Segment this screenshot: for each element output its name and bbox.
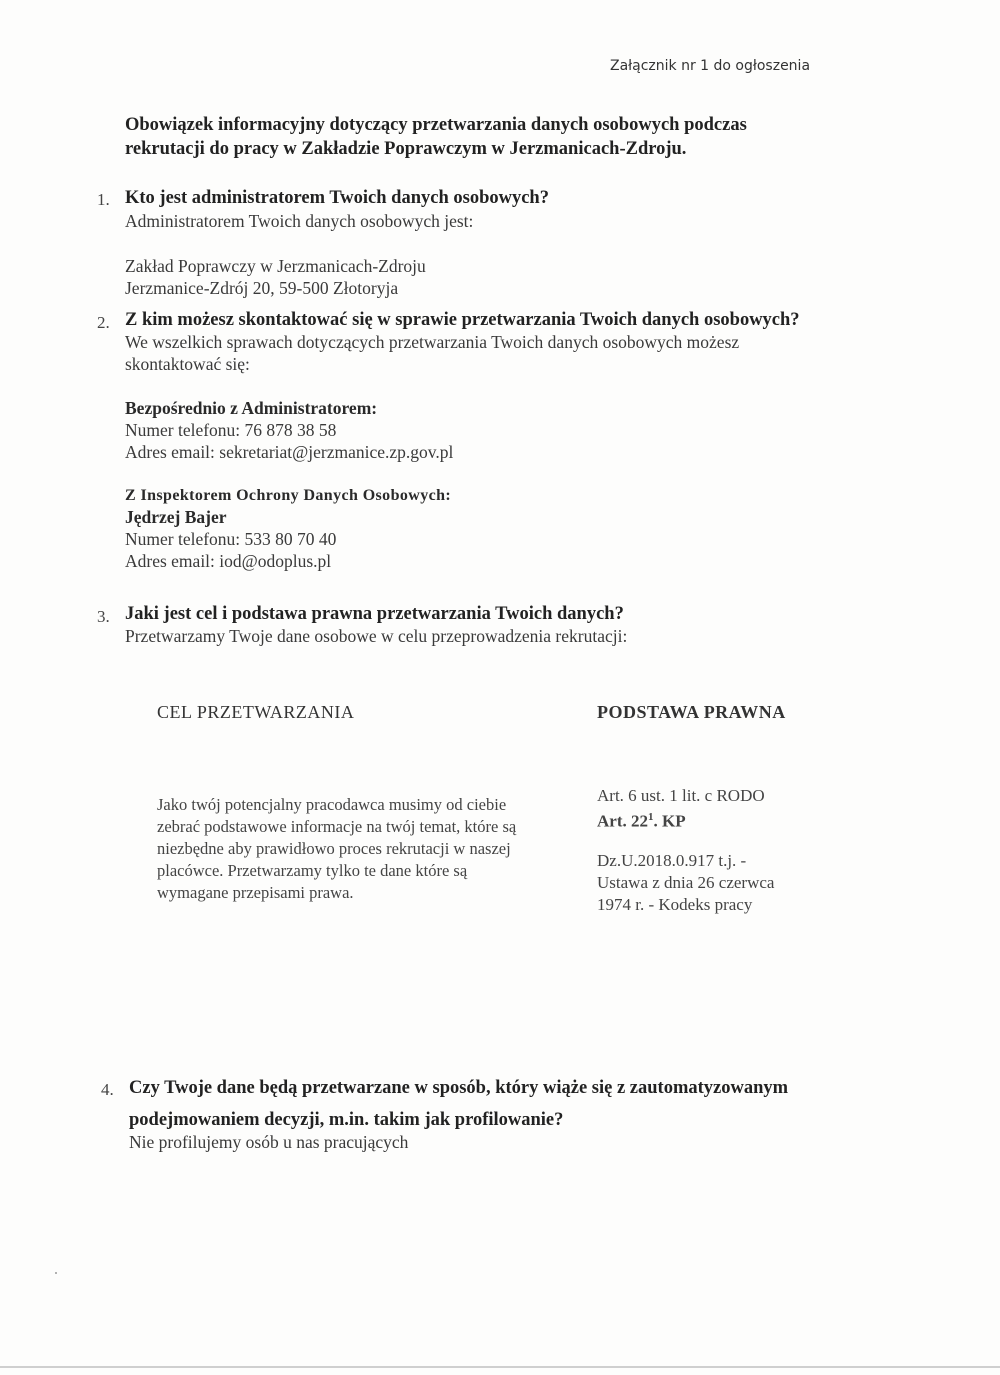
admin-email: Adres email: sekretariat@jerzmanice.zp.gov.pl — [125, 442, 454, 462]
section-2-number: 2. — [97, 313, 110, 332]
basis-code: . KP — [653, 811, 686, 831]
column-basis-header: PODSTAWA PRAWNA — [597, 702, 786, 722]
iod-email: Adres email: iod@odoplus.pl — [125, 551, 332, 571]
section-4-number: 4. — [101, 1080, 114, 1099]
document-title: Obowiązek informacyjny dotyczący przetwarzania danych osobowych podczas rekrutacji do pracy w Zakładzie Poprawczym w Jerzmanicach-Zdroju. — [125, 115, 747, 159]
section-2-intro-line2: skontaktować się: — [125, 354, 250, 374]
attachment-label: Załącznik nr 1 do ogłoszenia — [610, 58, 811, 74]
iod-name: Jędrzej Bajer — [125, 507, 227, 527]
section-4-question-line2: podejmowaniem decyzji, m.in. takim jak profilowanie? — [129, 1110, 564, 1130]
section-1-number: 1. — [97, 190, 110, 209]
section-3-intro: Przetwarzamy Twoje dane osobowe w celu przeprowadzenia rekrutacji: — [125, 626, 628, 646]
basis-line-5: 1974 r. - Kodeks pracy — [597, 895, 753, 914]
iod-contact-heading: Z Inspektorem Ochrony Danych Osobowych: — [125, 487, 452, 504]
section-2-intro-line1: We wszelkich sprawach dotyczących przetwarzania Twoich danych osobowych możesz — [125, 332, 740, 352]
scan-edge-line — [0, 1366, 1000, 1368]
section-1-intro: Administratorem Twoich danych osobowych jest: — [125, 211, 474, 231]
administrator-address: Jerzmanice-Zdrój 20, 59-500 Złotoryja — [125, 278, 399, 298]
section-3-number: 3. — [97, 607, 110, 626]
section-1-question: Kto jest administratorem Twoich danych osobowych? — [125, 188, 549, 208]
administrator-name: Zakład Poprawczy w Jerzmanicach-Zdroju — [125, 256, 426, 276]
basis-line-4: Ustawa z dnia 26 czerwca — [597, 873, 775, 892]
basis-line-3: Dz.U.2018.0.917 t.j. - — [597, 851, 747, 870]
section-3-question: Jaki jest cel i podstawa prawna przetwarzania Twoich danych? — [125, 604, 624, 624]
basis-article-superscript: 1 — [647, 811, 654, 823]
section-4-question-line1: Czy Twoje dane będą przetwarzane w sposób, który wiąże się z zautomatyzowanym — [129, 1078, 789, 1098]
column-purpose-header: CEL PRZETWARZANIA — [157, 702, 355, 722]
basis-article: Art. 22 — [597, 811, 648, 831]
iod-phone: Numer telefonu: 533 80 70 40 — [125, 529, 337, 549]
scan-speck — [55, 1272, 57, 1274]
basis-line-2 — [597, 806, 686, 833]
admin-phone: Numer telefonu: 76 878 38 58 — [125, 420, 337, 440]
purpose-text: Jako twój potencjalny pracodawca musimy od ciebie zebrać podstawowe informacje na twój temat, które są niezbędne aby prawidłowo proces rekrutacji w naszej placówce. Przetwarzamy tylko te dane które są wymagane przepisami prawa. — [157, 795, 517, 902]
admin-contact-heading: Bezpośrednio z Administratorem: — [125, 398, 378, 418]
section-4-answer: Nie profilujemy osób u nas pracujących — [129, 1132, 409, 1152]
basis-line-1: Art. 6 ust. 1 lit. c RODO — [597, 786, 765, 805]
section-2-question: Z kim możesz skontaktować się w sprawie przetwarzania Twoich danych osobowych? — [125, 310, 800, 330]
